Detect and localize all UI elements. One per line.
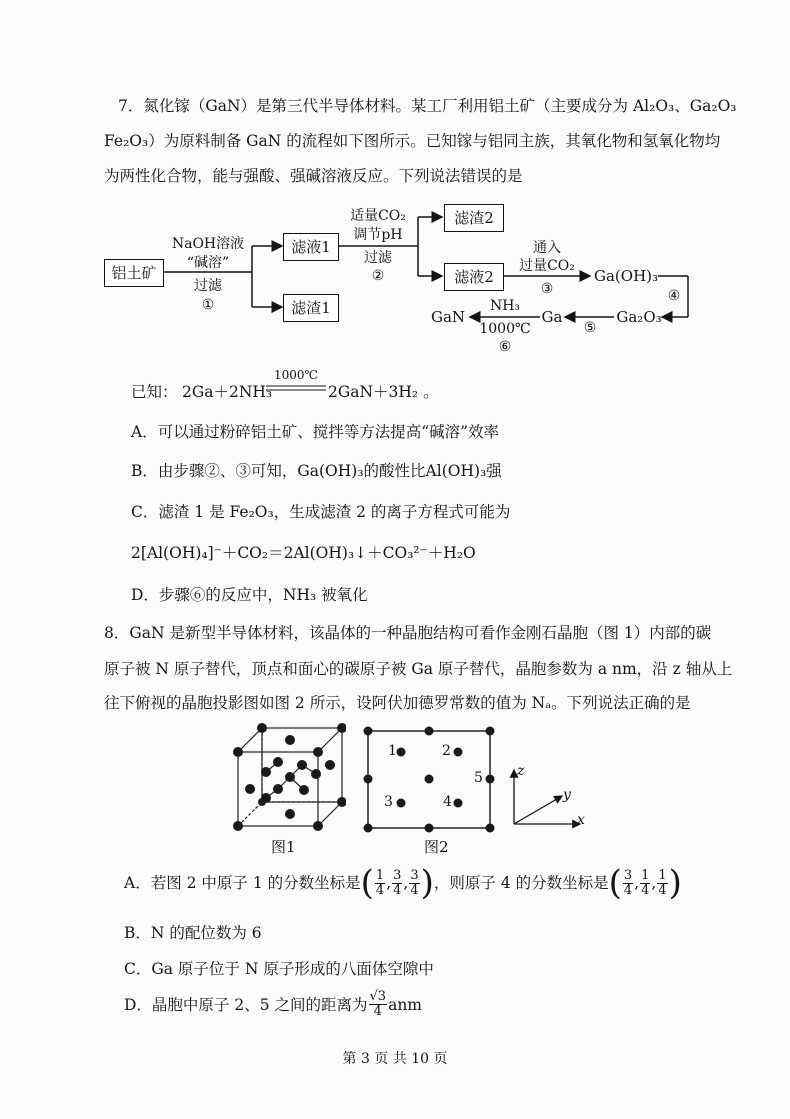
coord1-y: $\frac{3}{4}$	[393, 867, 402, 898]
q8-option-d-prefix: D．晶胞中原子 2、5 之间的距离为	[124, 995, 368, 1014]
known-eq-right: 2GaN＋3H₂ 。	[328, 383, 439, 401]
step1-reagent: NaOH溶液	[171, 236, 245, 252]
q8-option-a: A．若图 2 中原子 1 的分数坐标是 ( $\frac{1}{4}$ , $\frac{3}{4}$ , $\frac{3}{4}$ ) ，则原子 4 的分数坐标是 ( $\frac{3}{4}$ , $\frac{1}{4}$ , $\frac{1}{4}$ )	[124, 863, 682, 903]
step3-label: 通入	[533, 240, 561, 256]
q7-line1: 7．氮化镓（GaN）是第三代半导体材料。某工厂利用铝土矿（主要成分为 Al₂O₃、Ga₂O₃	[118, 97, 737, 115]
coord2-x: $\frac{3}{4}$	[623, 867, 633, 898]
equals-sign	[266, 384, 326, 392]
q8-option-c: C．Ga 原子位于 N 原子形成的八面体空隙中	[124, 960, 434, 978]
box-residue1: 滤渣1	[283, 294, 339, 322]
q7-option-c: C．滤渣 1 是 Fe₂O₃，生成滤渣 2 的离子方程式可能为	[131, 503, 511, 521]
step3-reagent: 过量CO₂	[519, 258, 575, 274]
q8-option-b: B．N 的配位数为 6	[124, 924, 262, 942]
product-ga: Ga	[541, 308, 563, 326]
step6-reagent: NH₃	[489, 298, 521, 314]
q7-option-a: A．可以通过粉碎铝土矿、搅拌等方法提高“碱溶”效率	[131, 423, 500, 441]
q7-line3: 为两性化合物，能与强酸、强碱溶液反应。下列说法错误的是	[104, 167, 523, 185]
axis-x-label: x	[577, 812, 585, 828]
product-ga2o3: Ga₂O₃	[616, 308, 662, 326]
step1-filter: 过滤	[194, 278, 222, 294]
q7-option-d: D．步骤⑥的反应中，NH₃ 被氧化	[131, 586, 368, 604]
q8-option-a-prefix: A．若图 2 中原子 1 的分数坐标是	[124, 874, 361, 892]
q7-option-c-equation: 2[Al(OH)₄]⁻＋CO₂＝2Al(OH)₃↓＋CO₃²⁻＋H₂O	[131, 544, 476, 562]
q8-option-d-suffix: anm	[388, 995, 422, 1014]
product-gan: GaN	[430, 308, 466, 326]
q7-option-b: B．由步骤②、③可知，Ga(OH)₃的酸性比Al(OH)₃强	[131, 462, 502, 480]
q8-line1: 8．GaN 是新型半导体材料，该晶体的一种晶胞结构可看作金刚石晶胞（图 1）内部的碳	[104, 624, 712, 642]
coord2-z: $\frac{1}{4}$	[658, 867, 667, 898]
paren-close: )	[420, 863, 434, 903]
fig2-label-2: 2	[442, 743, 451, 759]
q7-line2: Fe₂O₃）为原料制备 GaN 的流程如下图所示。已知镓与铝同主族，其氧化物和氢氧化物均	[104, 132, 721, 150]
q8-option-a-mid: ，则原子 4 的分数坐标是	[433, 874, 609, 892]
fig2-label-5: 5	[474, 770, 483, 786]
q8-line2: 原子被 N 原子替代，顶点和面心的碳原子被 Ga 原子替代，晶胞参数为 a nm，沿 z 轴从上	[104, 660, 733, 678]
paren-open: (	[360, 863, 374, 903]
step2-filter: 过滤	[364, 250, 392, 266]
fig2-label-3: 3	[384, 794, 393, 810]
figure1-caption: 图1	[271, 838, 296, 856]
fig2-label-1: 1	[388, 743, 397, 759]
paren-open-2: (	[608, 863, 622, 903]
step6-temperature: 1000℃	[479, 321, 531, 337]
axis-z-label: z	[517, 763, 525, 779]
page-footer: 第 3 页 共 10 页	[342, 1051, 448, 1067]
figure2-caption: 图2	[424, 838, 449, 856]
step2-number: ②	[371, 268, 385, 284]
known-eq-left: 2Ga＋2NH₃	[182, 383, 273, 401]
fig2-label-4: 4	[443, 794, 452, 810]
step3-number: ③	[540, 281, 554, 297]
figure1-unit-cell	[226, 722, 346, 832]
coord2-y: $\frac{1}{4}$	[641, 867, 650, 898]
flowchart-arrows	[0, 0, 790, 370]
step2-reagent: 适量CO₂	[350, 208, 406, 224]
box-filtrate2: 滤液2	[444, 263, 504, 291]
step1-name: “碱溶”	[186, 255, 230, 271]
step5-number: ⑤	[583, 320, 597, 336]
step2-ph: 调节pH	[353, 227, 403, 243]
distance-fraction: $\frac{√3}{4}$	[369, 989, 387, 1019]
known-eq-condition: 1000℃	[274, 368, 318, 382]
box-residue2: 滤渣2	[444, 204, 504, 232]
q8-line3: 往下俯视的晶胞投影图如图 2 所示，设阿伏加德罗常数的值为 Nₐ。下列说法正确的是	[104, 694, 691, 712]
step1-number: ①	[201, 297, 215, 313]
axis-y-label: y	[563, 787, 571, 803]
q8-option-d	[124, 990, 422, 1019]
coord1-x: $\frac{1}{4}$	[375, 867, 385, 898]
known-prefix: 已知：	[131, 383, 178, 401]
product-gaoh3: Ga(OH)₃	[594, 267, 659, 285]
step4-number: ④	[667, 288, 681, 304]
coord1-z: $\frac{3}{4}$	[410, 867, 419, 898]
paren-close-2: )	[668, 863, 682, 903]
box-filtrate1: 滤液1	[283, 233, 339, 261]
step6-number: ⑥	[498, 339, 512, 355]
box-ore: 铝土矿	[104, 259, 164, 287]
